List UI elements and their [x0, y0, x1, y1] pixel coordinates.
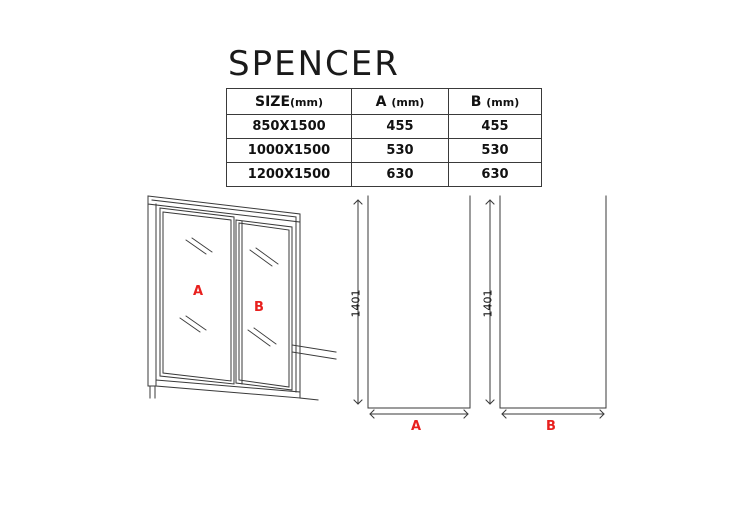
size-spec-table: [226, 88, 542, 187]
column-header-a: A (mm): [352, 89, 449, 115]
cell-b: 455: [449, 115, 542, 139]
cell-size: 1200X1500: [227, 163, 352, 187]
elevation-a-height-dim: 1401: [349, 289, 363, 318]
column-header-size: SIZE(mm): [227, 89, 352, 115]
cell-b: 530: [449, 139, 542, 163]
cell-size: 850X1500: [227, 115, 352, 139]
column-header-b: B (mm): [449, 89, 542, 115]
panel-b-label: B: [254, 300, 264, 315]
elevation-b-height-dim: 1401: [481, 289, 495, 318]
screen-frame: [148, 196, 300, 398]
cell-size: 1000X1500: [227, 139, 352, 163]
table-row: [227, 115, 542, 139]
table-row: [227, 163, 542, 187]
glass-panel-b: [236, 220, 292, 390]
elevation-a: [354, 196, 470, 418]
table-row: [227, 139, 542, 163]
bath-edge-lines: [292, 345, 336, 400]
cell-b: 630: [449, 163, 542, 187]
elevation-b-width-label: B: [546, 419, 556, 434]
cell-a: 530: [352, 139, 449, 163]
panel-a-label: A: [193, 284, 204, 299]
elevation-b: [486, 196, 606, 418]
cell-a: 455: [352, 115, 449, 139]
elevation-a-width-label: A: [411, 419, 422, 434]
cell-a: 630: [352, 163, 449, 187]
page-title: SPENCER: [228, 44, 400, 84]
table-header-row: [227, 89, 542, 115]
